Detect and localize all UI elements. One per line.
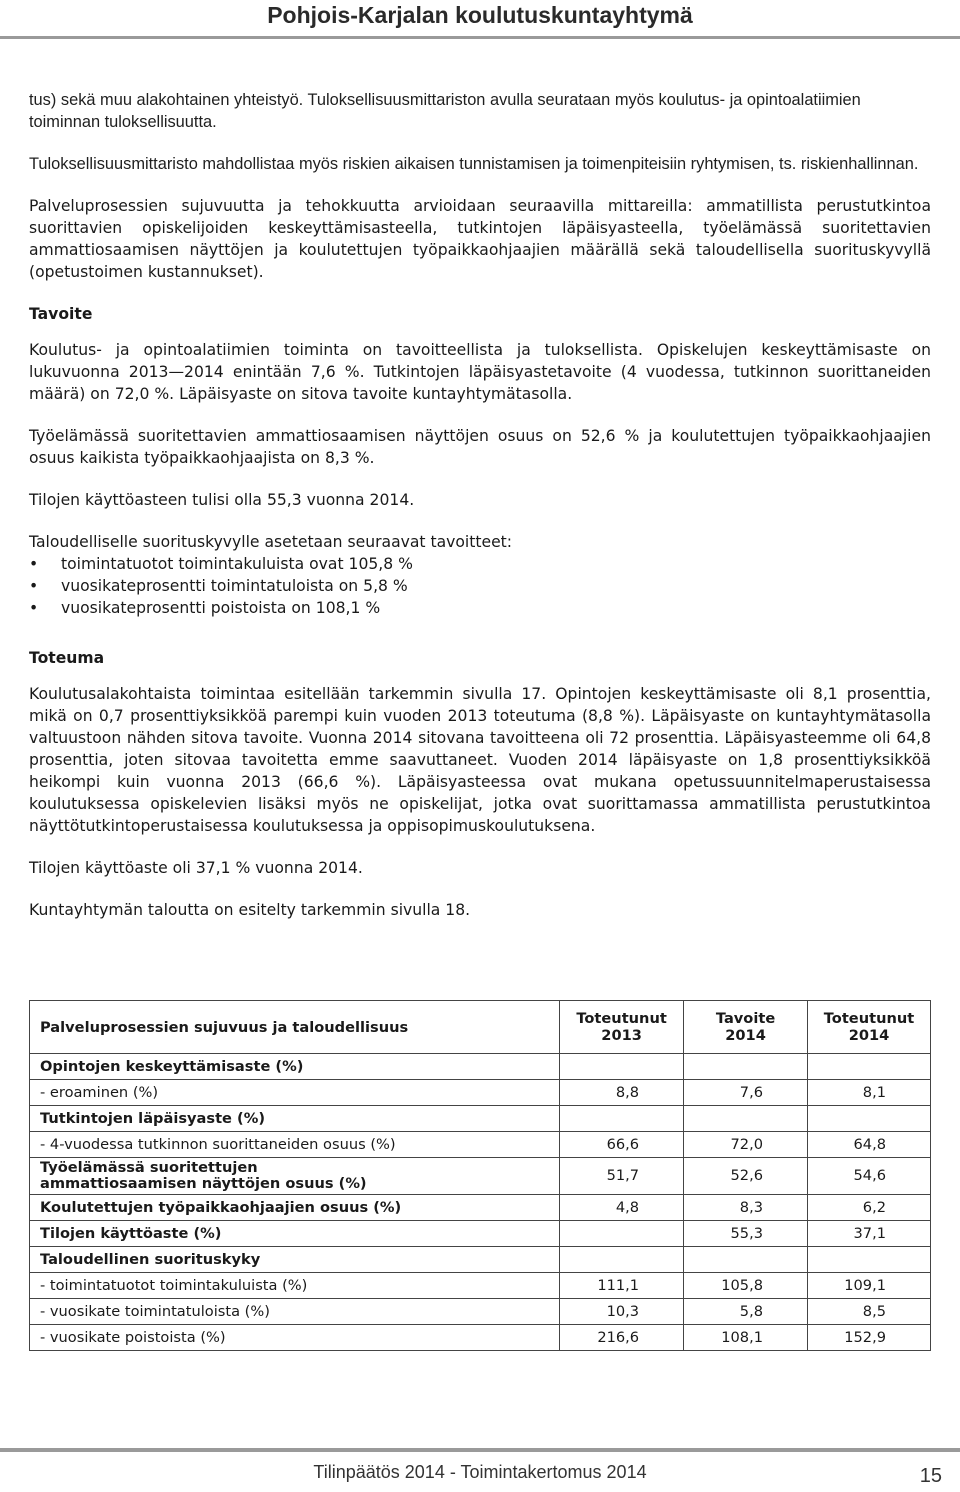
goal-2014: 72,0 <box>684 1132 808 1158</box>
value-2013: 66,6 <box>560 1132 684 1158</box>
header-label: Tavoite <box>715 1010 776 1027</box>
goal-2014 <box>684 1054 808 1080</box>
paragraph-9: Tilojen käyttöaste oli 37,1 % vuonna 2014. <box>29 859 363 877</box>
page-number: 15 <box>919 1465 942 1487</box>
goal-2014: 108,1 <box>684 1325 808 1351</box>
results-table <box>29 1000 931 1351</box>
table-row <box>30 1247 931 1273</box>
paragraph-3: Palveluprosessien sujuvuutta ja tehokkuutta arvioidaan seuraavilla mittareilla: ammatillista perustutkintoa suorittavien opiskelijoiden keskeyttämisasteella, tutkintojen läpäisyasteella, työelämässä suoritettavien ammattiosaamisen näyttöjen ja koulutettujen työpaikkaohjaajien määrällä sekä taloudellisella suorituskyvyllä (opetustoimen kustannukset). <box>29 197 931 281</box>
goal-2014 <box>684 1247 808 1273</box>
goal-2014: 7,6 <box>684 1080 808 1106</box>
table-row <box>30 1054 931 1080</box>
table-row <box>30 1273 931 1299</box>
table-row <box>30 1195 931 1221</box>
value-2014: 64,8 <box>808 1132 931 1158</box>
header-year: 2014 <box>725 1027 766 1044</box>
list-item: • vuosikateprosentti toimintatuloista on 5,8 % <box>29 575 931 597</box>
value-2014 <box>808 1106 931 1132</box>
row-label: Koulutettujen työpaikkaohjaajien osuus (%) <box>30 1195 560 1221</box>
row-label-line: ammattiosaamisen näyttöjen osuus (%) <box>40 1175 367 1192</box>
value-2014: 6,2 <box>808 1195 931 1221</box>
header-cell-actual-2013 <box>560 1001 684 1054</box>
row-label: - toimintatuotot toimintakuluista (%) <box>30 1273 560 1299</box>
value-2013 <box>560 1106 684 1132</box>
row-label: - vuosikate toimintatuloista (%) <box>30 1299 560 1325</box>
value-2014 <box>808 1247 931 1273</box>
goal-2014: 105,8 <box>684 1273 808 1299</box>
header-year: 2014 <box>848 1027 890 1044</box>
row-label: - 4-vuodessa tutkinnon suorittaneiden osuus (%) <box>30 1132 560 1158</box>
header-divider <box>0 36 960 39</box>
value-2014: 8,1 <box>808 1080 931 1106</box>
heading-tavoite: Tavoite <box>29 305 93 323</box>
goals-list <box>29 553 931 619</box>
paragraph-10: Kuntayhtymän taloutta on esitelty tarkemmin sivulla 18. <box>29 901 471 919</box>
row-label: Tilojen käyttöaste (%) <box>30 1221 560 1247</box>
row-label: Opintojen keskeyttämisaste (%) <box>30 1054 560 1080</box>
footer-divider <box>0 1448 960 1452</box>
footer-title: Tilinpäätös 2014 - Toimintakertomus 2014 <box>313 1462 647 1482</box>
paragraph-1: tus) sekä muu alakohtainen yhteistyö. Tuloksellisuusmittariston avulla seurataan myös koulutus- ja opintoalatiimien toiminnan tuloksellisuutta. <box>29 91 861 131</box>
header-cell-metric: Palveluprosessien sujuvuus ja taloudellisuus <box>30 1001 560 1054</box>
value-2014 <box>808 1054 931 1080</box>
row-label: Taloudellinen suorituskyky <box>30 1247 560 1273</box>
header-label: Toteutunut <box>823 1010 915 1027</box>
value-2013: 10,3 <box>560 1299 684 1325</box>
value-2013: 51,7 <box>560 1158 684 1195</box>
list-item: • toimintatuotot toimintakuluista ovat 105,8 % <box>29 553 931 575</box>
row-label: - eroaminen (%) <box>30 1080 560 1106</box>
heading-toteuma: Toteuma <box>29 649 105 667</box>
value-2014: 54,6 <box>808 1158 931 1195</box>
table-row <box>30 1158 931 1195</box>
goal-2014: 5,8 <box>684 1299 808 1325</box>
results-table-container <box>29 1000 931 1351</box>
row-label: - vuosikate poistoista (%) <box>30 1325 560 1351</box>
body-text <box>29 89 931 941</box>
value-2014: 109,1 <box>808 1273 931 1299</box>
page-header-title: Pohjois-Karjalan koulutuskuntayhtymä <box>267 2 693 28</box>
value-2014: 8,5 <box>808 1299 931 1325</box>
paragraph-2: Tuloksellisuusmittaristo mahdollistaa myös riskien aikaisen tunnistamisen ja toimenpiteisiin ryhtymisen, ts. riskienhallinnan. <box>29 155 919 173</box>
goal-2014: 55,3 <box>684 1221 808 1247</box>
header-year: 2013 <box>601 1027 642 1044</box>
paragraph-8: Koulutusalakohtaista toimintaa esitellään tarkemmin sivulla 17. Opintojen keskeyttämisaste oli 8,1 prosenttia, mikä on 0,7 prosenttiyksikköä parempi kuin vuoden 2013 toteutuma (8,8 %). Läpäisyaste on kuntayhtymätasolla valtuustoon nähden sitova tavoite. Vuonna 2014 sitovana tavoitteena oli 72 prosenttia. Läpäisyasteemme oli 64,8 prosenttia, joten sitovaa tavoitetta emme saavuttaneet. Vuoden 2014 läpäisyaste on 1,8 prosenttiyksikköä heikompi kuin vuonna 2013 (66,6 %). Läpäisyasteessa ovat mukana opetussuunnitelmaperustaisessa koulutuksessa opiskelevien lisäksi myös ne opiskelijat, jotka ovat suorittamassa ammatillista perustutkintoa näyttötutkintoperustaisessa koulutuksessa ja oppisopimuskoulutuksena. <box>29 685 931 835</box>
goal-2014: 52,6 <box>684 1158 808 1195</box>
header-label: Toteutunut <box>576 1010 667 1027</box>
table-row <box>30 1325 931 1351</box>
row-label: Tutkintojen läpäisyaste (%) <box>30 1106 560 1132</box>
header-cell-actual-2014 <box>808 1001 931 1054</box>
goal-2014: 8,3 <box>684 1195 808 1221</box>
table-header-row <box>30 1001 931 1054</box>
value-2013 <box>560 1247 684 1273</box>
row-label <box>30 1158 560 1195</box>
paragraph-4: Koulutus- ja opintoalatiimien toiminta on tavoitteellista ja tuloksellista. Opiskelujen keskeyttämisaste on lukuvuonna 2013—2014 enintään 7,6 %. Tutkintojen läpäisyastetavoite (4 vuodessa, tutkinnon suorittaneiden määrä) on 72,0 %. Läpäisyaste on sitova tavoite kuntayhtymätasolla. <box>29 341 931 403</box>
table-row <box>30 1080 931 1106</box>
page-header <box>0 0 960 38</box>
table-row <box>30 1221 931 1247</box>
table-row <box>30 1132 931 1158</box>
row-label-line: Työelämässä suoritettujen <box>40 1159 258 1176</box>
value-2013: 111,1 <box>560 1273 684 1299</box>
paragraph-6: Tilojen käyttöasteen tulisi olla 55,3 vuonna 2014. <box>29 491 415 509</box>
value-2013 <box>560 1054 684 1080</box>
table-row <box>30 1299 931 1325</box>
header-cell-goal-2014 <box>684 1001 808 1054</box>
list-item: • vuosikateprosentti poistoista on 108,1 % <box>29 597 931 619</box>
paragraph-7: Taloudelliselle suorituskyvylle asetetaan seuraavat tavoitteet: <box>29 533 513 551</box>
value-2014: 37,1 <box>808 1221 931 1247</box>
value-2014: 152,9 <box>808 1325 931 1351</box>
value-2013 <box>560 1221 684 1247</box>
table-row <box>30 1106 931 1132</box>
value-2013: 216,6 <box>560 1325 684 1351</box>
goal-2014 <box>684 1106 808 1132</box>
paragraph-5: Työelämässä suoritettavien ammattiosaamisen näyttöjen osuus on 52,6 % ja koulutettujen työpaikkaohjaajien osuus kaikista työpaikkaohjaajista on 8,3 %. <box>29 427 931 467</box>
value-2013: 8,8 <box>560 1080 684 1106</box>
value-2013: 4,8 <box>560 1195 684 1221</box>
